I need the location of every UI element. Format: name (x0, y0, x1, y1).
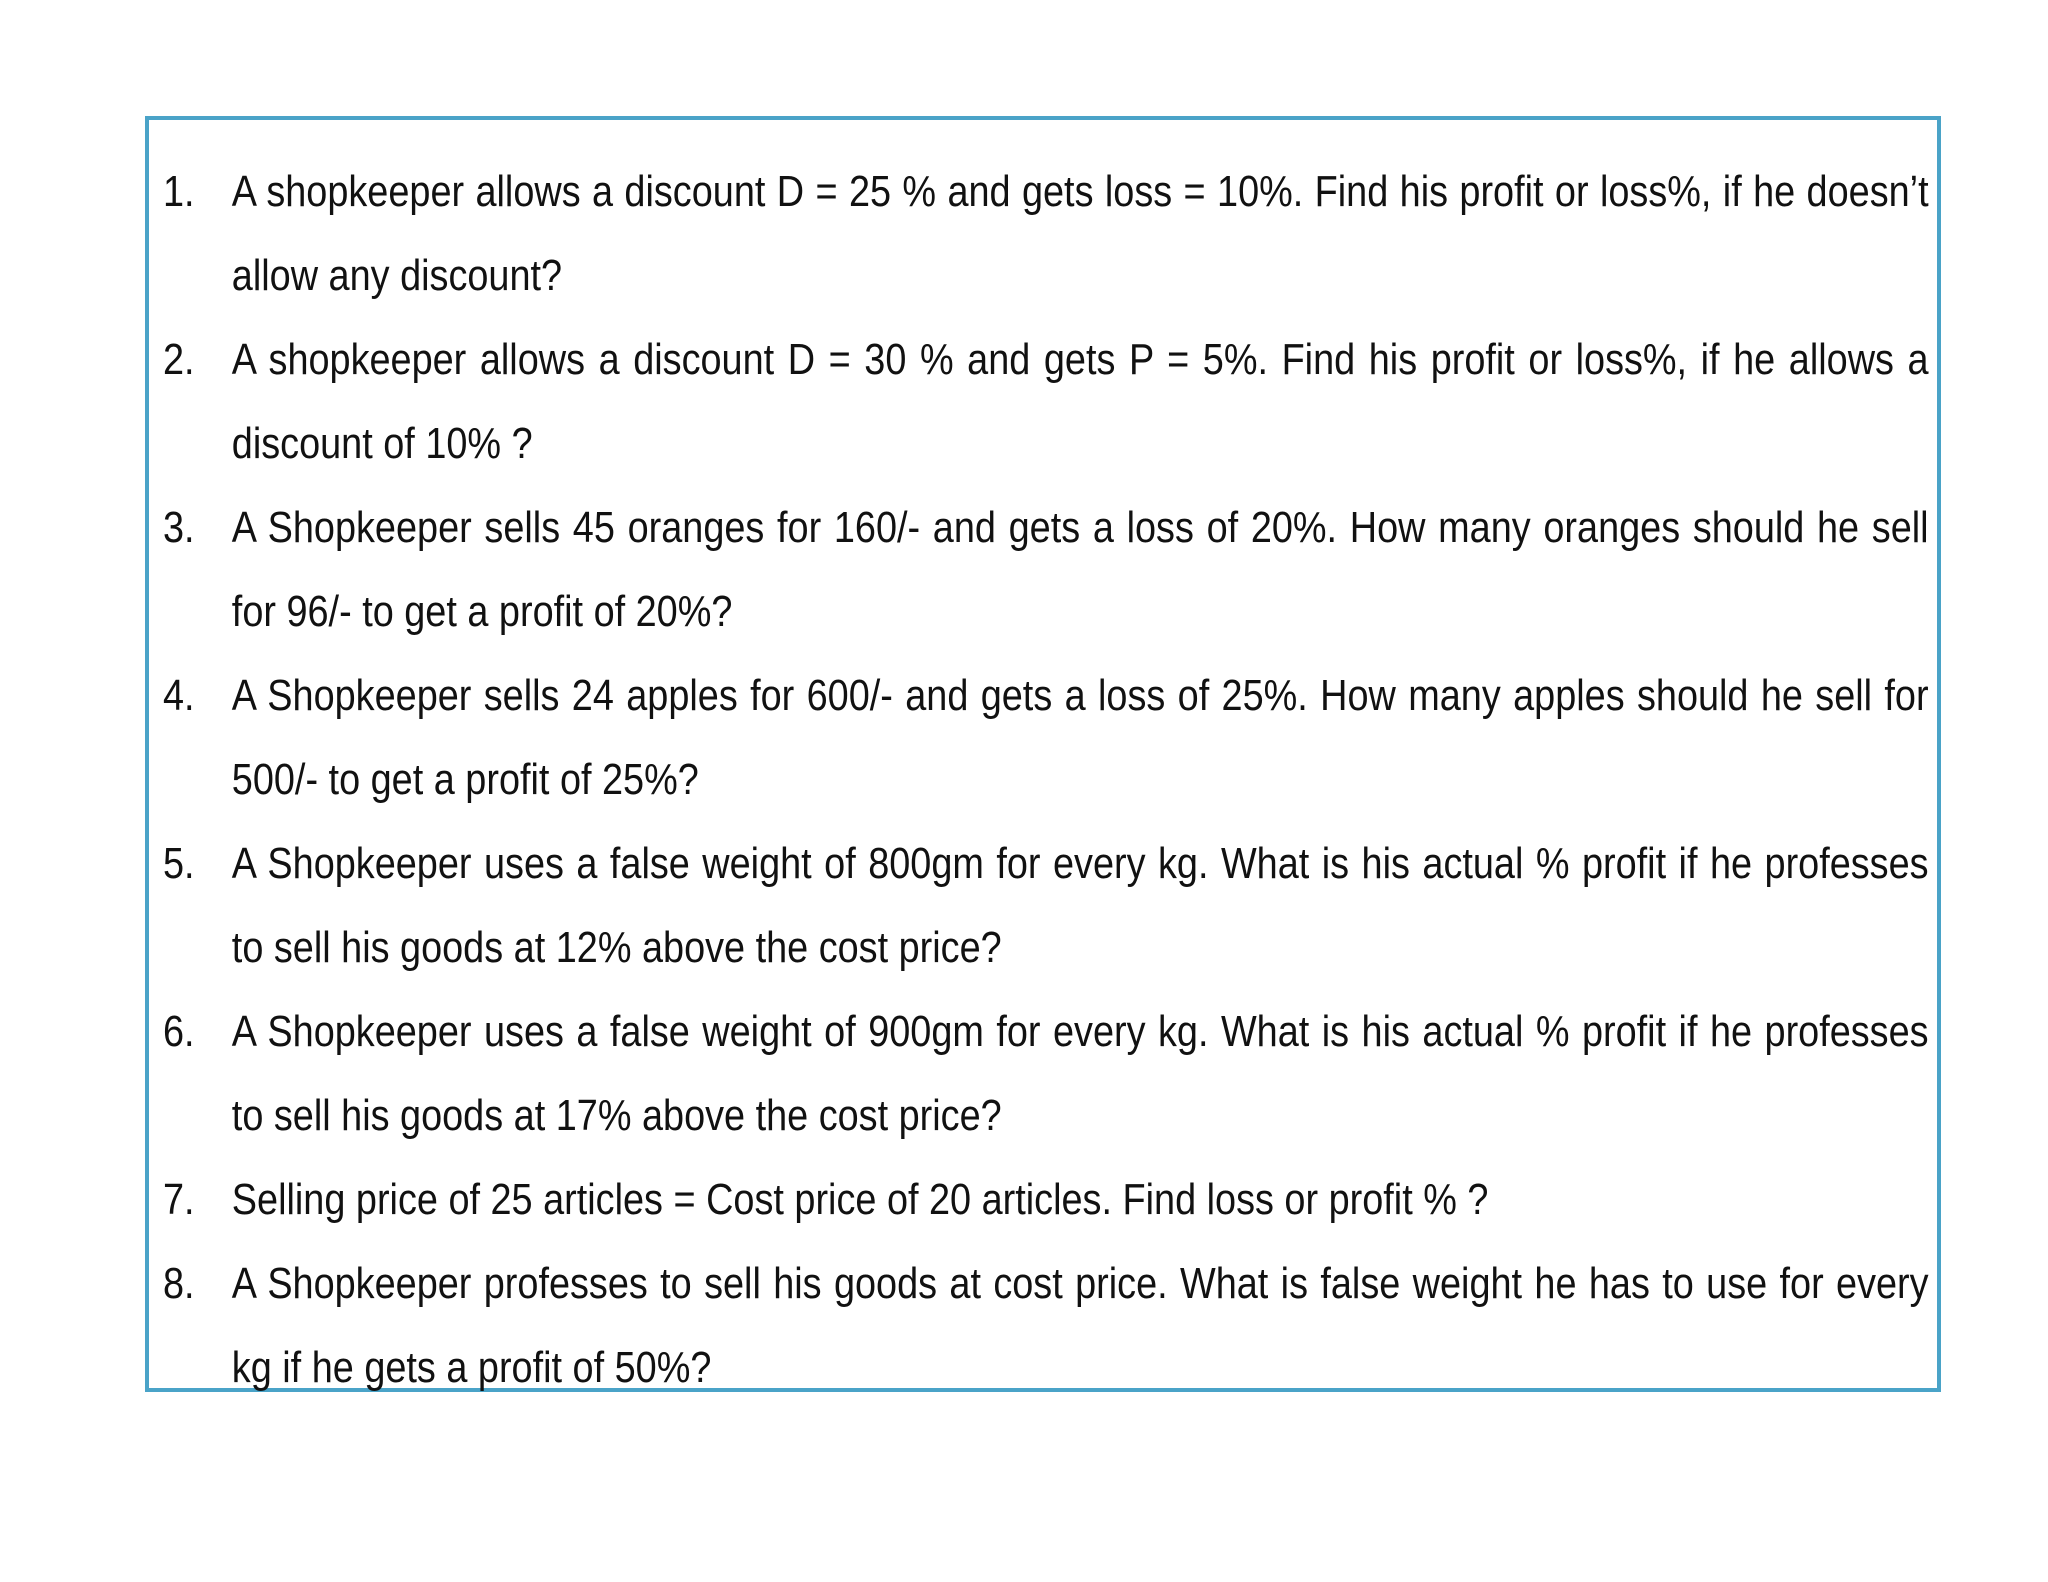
question-item (163, 318, 1929, 486)
question-number: 4. (163, 671, 195, 720)
question-item (163, 990, 1929, 1158)
question-number: 7. (163, 1175, 195, 1224)
question-item (163, 1158, 1929, 1242)
question-number: 8. (163, 1259, 195, 1308)
question-text: A shopkeeper allows a discount D = 25 % and gets loss = 10%. Find his profit or loss%, if he doesn’t allow any discount? (231, 167, 1929, 300)
question-item (163, 822, 1929, 990)
question-text: A Shopkeeper sells 24 apples for 600/- and gets a loss of 25%. How many apples should he sell for 500/- to get a profit of 25%? (231, 671, 1929, 804)
question-text: A shopkeeper allows a discount D = 30 % and gets P = 5%. Find his profit or loss%, if he allows a discount of 10% ? (231, 335, 1929, 468)
question-text: A Shopkeeper sells 45 oranges for 160/- and gets a loss of 20%. How many oranges should he sell for 96/- to get a profit of 20%? (231, 503, 1929, 636)
question-text: A Shopkeeper professes to sell his goods at cost price. What is false weight he has to use for every kg if he gets a profit of 50%? (231, 1259, 1929, 1392)
question-number: 1. (163, 167, 195, 216)
question-number: 6. (163, 1007, 195, 1056)
question-list (163, 150, 1929, 1410)
question-number: 3. (163, 503, 195, 552)
question-number: 5. (163, 839, 195, 888)
question-item (163, 654, 1929, 822)
question-item (163, 150, 1929, 318)
question-text: A Shopkeeper uses a false weight of 900gm for every kg. What is his actual % profit if he professes to sell his goods at 17% above the cost price? (231, 1007, 1929, 1140)
question-text: A Shopkeeper uses a false weight of 800gm for every kg. What is his actual % profit if he professes to sell his goods at 12% above the cost price? (231, 839, 1929, 972)
question-box (145, 116, 1941, 1392)
question-item (163, 1242, 1929, 1410)
question-number: 2. (163, 335, 195, 384)
question-text: Selling price of 25 articles = Cost price of 20 articles. Find loss or profit % ? (231, 1175, 1489, 1224)
question-item (163, 486, 1929, 654)
